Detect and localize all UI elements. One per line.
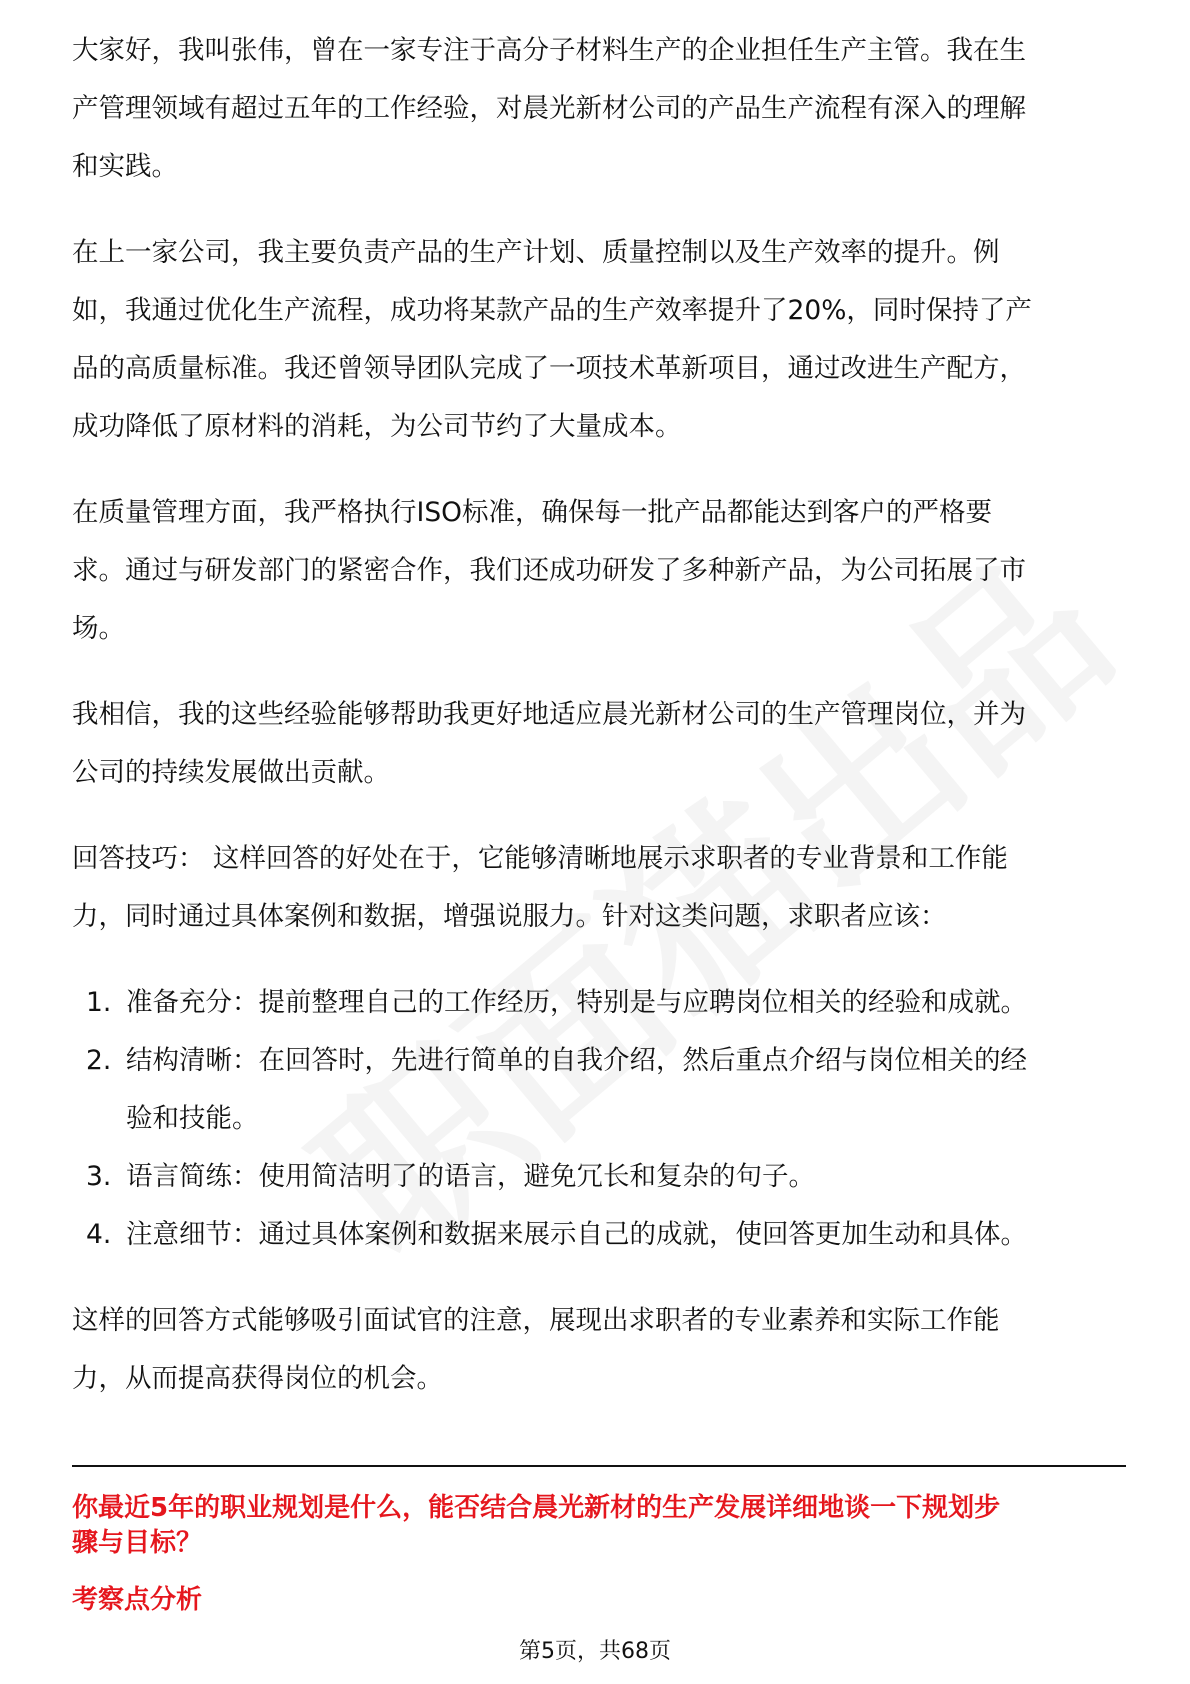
paragraph-line: 成功降低了原材料的消耗，为公司节约了大量成本。	[72, 411, 682, 442]
paragraph-line: 产管理领域有超过五年的工作经验，对晨光新材公司的产品生产流程有深入的理解	[72, 93, 1026, 124]
list-item-line: 语言简练：使用简洁明了的语言，避免冗长和复杂的句子。	[126, 1161, 815, 1192]
list-item-line: 验和技能。	[126, 1103, 259, 1134]
list-number: 4.	[86, 1219, 112, 1250]
paragraph-line: 场。	[72, 613, 125, 644]
closing-line: 这样的回答方式能够吸引面试官的注意，展现出求职者的专业素养和实际工作能	[72, 1305, 1000, 1336]
closing-line: 力，从而提高获得岗位的机会。	[72, 1363, 443, 1394]
list-number: 2.	[86, 1045, 112, 1076]
paragraph-line: 回答技巧： 这样回答的好处在于，它能够清晰地展示求职者的专业背景和工作能	[72, 843, 1008, 874]
list-item-line: 注意细节：通过具体案例和数据来展示自己的成就，使回答更加生动和具体。	[126, 1219, 1027, 1250]
list-number: 3.	[86, 1161, 112, 1192]
paragraph-line: 公司的持续发展做出贡献。	[72, 757, 390, 788]
paragraph-line: 大家好，我叫张伟，曾在一家专注于高分子材料生产的企业担任生产主管。我在生	[72, 35, 1026, 66]
question-line: 骤与目标？	[72, 1528, 203, 1558]
page-footer: 第5页，共68页	[519, 1639, 671, 1664]
paragraph-line: 我相信，我的这些经验能够帮助我更好地适应晨光新材公司的生产管理岗位，并为	[72, 699, 1026, 730]
paragraph-line: 在质量管理方面，我严格执行ISO标准，确保每一批产品都能达到客户的严格要	[72, 497, 992, 528]
section-heading: 考察点分析	[72, 1585, 203, 1615]
question-line: 你最近5年的职业规划是什么，能否结合晨光新材的生产发展详细地谈一下规划步	[72, 1493, 1001, 1523]
paragraph-line: 求。通过与研发部门的紧密合作，我们还成功研发了多种新产品，为公司拓展了市	[72, 555, 1026, 586]
paragraph-line: 和实践。	[72, 151, 178, 182]
paragraph-line: 如，我通过优化生产流程，成功将某款产品的生产效率提升了20%，同时保持了产	[72, 295, 1032, 326]
list-item-line: 准备充分：提前整理自己的工作经历，特别是与应聘岗位相关的经验和成就。	[126, 987, 1027, 1018]
paragraph-line: 在上一家公司，我主要负责产品的生产计划、质量控制以及生产效率的提升。例	[72, 237, 1000, 268]
paragraph-line: 力，同时通过具体案例和数据，增强说服力。针对这类问题，求职者应该：	[72, 901, 947, 932]
section-divider	[72, 1465, 1126, 1467]
paragraph-line: 品的高质量标准。我还曾领导团队完成了一项技术革新项目，通过改进生产配方，	[72, 353, 1026, 384]
list-item-line: 结构清晰：在回答时，先进行简单的自我介绍，然后重点介绍与岗位相关的经	[126, 1045, 1027, 1076]
list-number: 1.	[86, 987, 112, 1018]
